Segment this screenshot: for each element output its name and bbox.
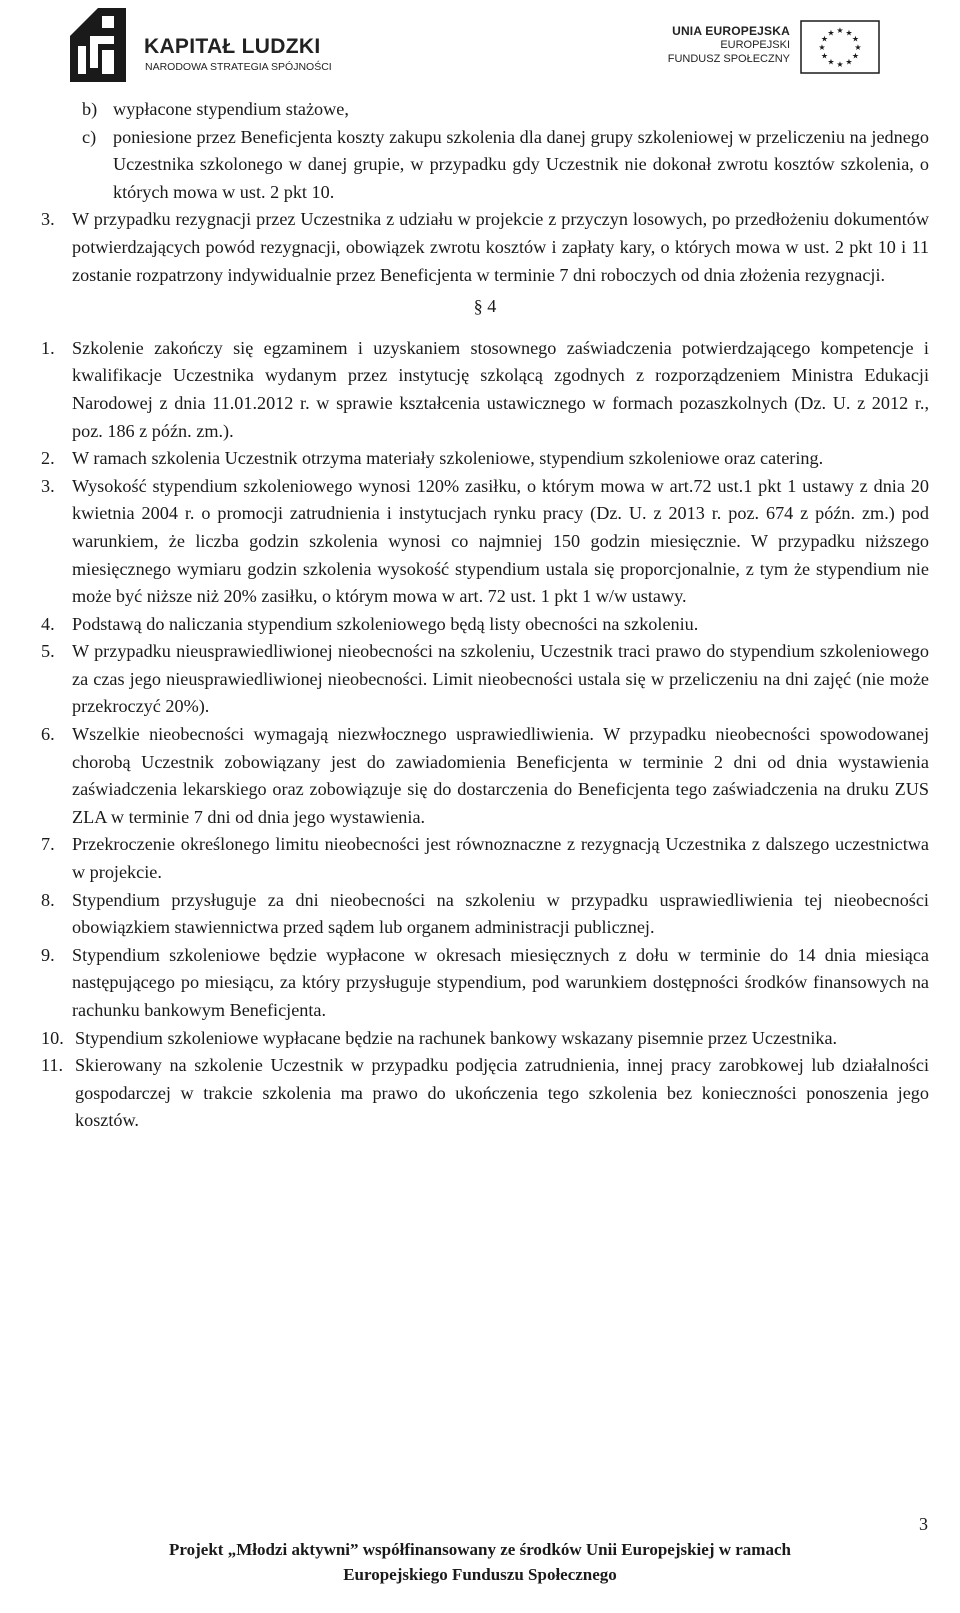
sub-item-text: poniesione przez Beneficjenta koszty zakupu szkolenia dla danej grupy szkoleniowej w przeliczeniu na jednego Uczestnika szkolonego w danej grupie, w przypadku gdy Uczestnik nie dokonał zwrotu kosztów szkolenia, o których mowa w ust. 2 pkt 10. (113, 126, 929, 202)
list-item-number: 2. (41, 448, 55, 469)
kapital-ludzki-emblem-icon (68, 6, 128, 84)
list-item (41, 831, 929, 886)
sub-item-label: c) (82, 126, 97, 147)
svg-text:★: ★ (820, 51, 829, 61)
svg-text:★: ★ (851, 34, 860, 44)
svg-text:★: ★ (845, 28, 853, 38)
logo-name: KAPITAŁ LUDZKI (144, 35, 321, 58)
eu-logo-line3: FUNDUSZ SPOŁECZNY (667, 53, 790, 65)
svg-text:★: ★ (836, 60, 844, 69)
document-body (41, 96, 929, 1135)
footer-line1: Projekt „Młodzi aktywni” współfinansowany ze środków Unii Europejskiej w ramach (169, 1540, 791, 1559)
list-item-number: 7. (41, 834, 55, 855)
list-item (41, 611, 929, 639)
list-item-text: Przekroczenie określonego limitu nieobecności jest równoznaczne z rezygnacją Uczestnika z dalszego uczestnictwa w projekcie. (72, 834, 929, 883)
kapital-ludzki-logo (68, 6, 358, 86)
logo-tagline: NARODOWA STRATEGIA SPÓJNOŚCI (145, 61, 332, 73)
list-item-text: W ramach szkolenia Uczestnik otrzyma materiały szkoleniowe, stypendium szkoleniowe oraz catering. (72, 448, 824, 469)
paragraph-label: 3. (41, 209, 55, 230)
list-item-text: Skierowany na szkolenie Uczestnik w przypadku podjęcia zatrudnienia, innej pracy zarobkowej lub działalności gospodarczej w trakcie szkolenia ma prawo do ukończenia tego szkolenia bez konieczności ponoszenia jego kosztów. (75, 1055, 929, 1131)
list-item (41, 942, 929, 1025)
svg-text:★: ★ (818, 43, 826, 52)
list-item (41, 473, 929, 611)
list-item-text: Wysokość stypendium szkoleniowego wynosi 120% zasiłku, o którym mowa w art.72 ust.1 pkt 1 ustawy z dnia 20 kwietnia 2004 r. o promocji zatrudnienia i instytucjach rynku pracy (Dz. U. z 2013 r. poz. 674 z późn. zm.) pod warunkiem, że liczba godzin szkolenia wynosi co najmniej 150 godzin miesięcznie. W przypadku niższego miesięcznego wymiaru godzin szkolenia wysokość stypendium ustala się proporcjonalnie, z tym że stypendium nie może być niższe niż 20% zasiłku, o którym mowa w art. 72 ust. 1 pkt 1 w/w ustawy. (72, 475, 929, 607)
sub-item-text: wypłacone stypendium stażowe, (113, 99, 349, 119)
svg-text:★: ★ (836, 26, 844, 35)
list-item-text: Wszelkie nieobecności wymagają niezwłocznego usprawiedliwienia. W przypadku nieobecności spowodowanej chorobą Uczestnik zobowiązany jest do zawiadomienia Beneficjenta w terminie 2 dni od dnia wystawienia zaświadczenia lekarskiego oraz zobowiązuje się do dostarczenia do Beneficjenta tego zaświadczenia na druku ZUS ZLA w terminie 7 dni od dnia jego wystawienia. (72, 724, 929, 827)
list-item (41, 445, 929, 473)
list-item-number: 1. (41, 337, 55, 358)
list-item (41, 721, 929, 831)
list-item-number: 5. (41, 641, 55, 662)
sub-item-b (41, 96, 929, 124)
list-item-number: 4. (41, 613, 55, 634)
svg-text:★: ★ (851, 51, 860, 61)
list-item (41, 1025, 929, 1053)
svg-text:★: ★ (854, 43, 862, 52)
svg-text:★: ★ (827, 28, 835, 38)
list-item-number: 10. (41, 1027, 64, 1048)
eu-logo-line1: UNIA EUROPEJSKA (672, 24, 790, 38)
eu-flag-icon (800, 20, 880, 74)
svg-text:★: ★ (820, 34, 829, 44)
paragraph-text: W przypadku rezygnacji przez Uczestnika z udziału w projekcie z przyczyn losowych, po przedłożeniu dokumentów potwierdzających powód rezygnacji, obowiązek zwrotu kosztów i zapłaty kary, o których mowa w ust. 2 pkt 10 i 11 zostanie rozpatrzony indywidualnie przez Beneficjenta w terminie 7 dni roboczych od dnia złożenia rezygnacji. (72, 209, 929, 285)
svg-text:★: ★ (845, 57, 853, 67)
list-item-text: W przypadku nieusprawiedliwionej nieobecności na szkoleniu, Uczestnik traci prawo do stypendium szkoleniowego za czas jego nieusprawiedliwionej nieobecności. Limit nieobecności ustala się w przeliczeniu na dni zajęć (nie może przekroczyć 20%). (72, 641, 929, 717)
svg-text:★: ★ (827, 57, 835, 67)
list-item-number: 11. (41, 1055, 64, 1076)
list-item (41, 1052, 929, 1135)
list-item-text: Stypendium szkoleniowe wypłacane będzie na rachunek bankowy wskazany pisemnie przez Uczestnika. (75, 1027, 838, 1048)
section-heading: § 4 (473, 296, 497, 317)
footer-line2: Europejskiego Funduszu Społecznego (343, 1565, 617, 1584)
eu-logo (650, 20, 880, 80)
sub-item-label: b) (82, 99, 98, 119)
page-number: 3 (919, 1514, 928, 1534)
list-item-number: 6. (41, 724, 55, 745)
list-item-text: Podstawą do naliczania stypendium szkoleniowego będą listy obecności na szkoleniu. (72, 613, 699, 634)
list-item-text: Stypendium przysługuje za dni nieobecności na szkoleniu w przypadku usprawiedliwienia tej nieobecności obowiązkiem stawiennictwa przed sądem lub organem administracji publicznej. (72, 889, 929, 938)
list-item-text: Szkolenie zakończy się egzaminem i uzyskaniem stosownego zaświadczenia potwierdzającego kompetencje i kwalifikacje Uczestnika wydanym przez instytucję szkolącą zgodnych z rozporządzeniem Ministra Edukacji Narodowej z dnia 11.01.2012 r. w sprawie kształcenia ustawicznego w formach pozaszkolnych (Dz. U. z 2012 r., poz. 186 z późn. zm.). (72, 337, 929, 441)
paragraph-3 (41, 206, 929, 289)
list-item-text: Stypendium szkoleniowe będzie wypłacone w okresach miesięcznych z dołu w terminie do 14 dnia miesiąca następującego po miesiącu, za który przysługuje stypendium, pod warunkiem dostępności środków finansowych na rachunku bankowym Beneficjenta. (72, 944, 929, 1020)
list-item-number: 9. (41, 944, 55, 965)
list-item (41, 887, 929, 942)
list-item (41, 335, 929, 445)
eu-logo-line2: EUROPEJSKI (720, 39, 790, 51)
list-item-number: 3. (41, 475, 55, 496)
list-item-number: 8. (41, 889, 55, 910)
footer (0, 1537, 960, 1587)
sub-item-c (41, 124, 929, 207)
list-item (41, 638, 929, 721)
